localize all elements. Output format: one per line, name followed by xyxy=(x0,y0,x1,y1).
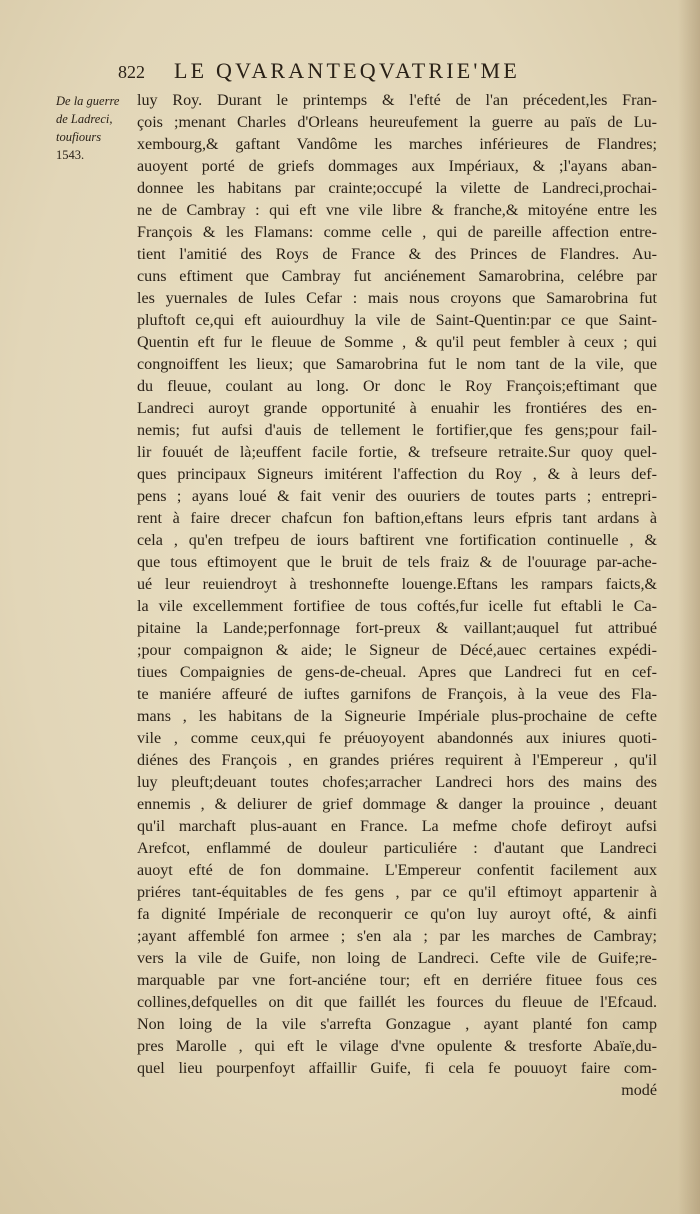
text-line: ;pour compaignon & aide; le Signeur de Décé,auec certaines expédi- xyxy=(137,642,657,659)
text-line: fa dignité Impériale de reconquerir ce qu'on luy auroyt ofté, & ainfi xyxy=(137,906,657,923)
text-line: luy pleuft;deuant toutes chofes;arracher Landreci hors des mains des xyxy=(137,774,657,791)
text-line: qu'il marchaft plus-auant en France. La mefme chofe defiroyt aufsi xyxy=(137,818,657,835)
text-line: la vile excellemment fortifiee de tous coftés,fur icelle fut eftabli le Ca- xyxy=(137,598,657,615)
text-line: pens ; ayans loué & fait venir des ouuriers de toutes parts ; entrepri- xyxy=(137,488,657,505)
page-edge-shadow xyxy=(678,0,700,1214)
text-line: cuns eftiment que Cambray fut anciénement Samarobrina, celébre par xyxy=(137,268,657,285)
text-line: Landreci auroyt grande opportunité à enuahir les frontiéres des en- xyxy=(137,400,657,417)
margin-note-year: 1543. xyxy=(56,148,85,162)
text-line: les yuernales de Iules Cefar : mais nous croyons que Samarobrina fut xyxy=(137,290,657,307)
text-line: te maniére affeuré de iuftes garnifons de François, à la veue des Fla- xyxy=(137,686,657,703)
text-line: ué leur reuiendroyt à treshonnefte louenge.Eftans les rampars faicts,& xyxy=(137,576,657,593)
text-line: collines,defquelles on dit que faillét les fources du fleuue de l'Efcaud. xyxy=(137,994,657,1011)
text-line: Arefcot, enflammé de douleur particuliére : d'autant que Landreci xyxy=(137,840,657,857)
text-line: lir fouuét de là;euffent facile fortie, & trefseure retraite.Sur quoy quel- xyxy=(137,444,657,461)
text-line: auoyent porté de griefs dommages aux Impériaux, & ;l'ayans aban- xyxy=(137,158,657,175)
text-line: pres Marolle , qui eft le vilage d'vne opulente & tresforte Abaïe,du- xyxy=(137,1038,657,1055)
text-line: ques principaux Signeurs imitérent l'affection du Roy , & à leurs def- xyxy=(137,466,657,483)
text-line: ennemis , & deliurer de grief dommage & danger la prouince , deuant xyxy=(137,796,657,813)
text-line: vers la vile de Guife, non loing de Landreci. Cefte vile de Guife;re- xyxy=(137,950,657,967)
text-line: priéres tant-équitables de fes gens , par ce qu'il eftimoyt appartenir à xyxy=(137,884,657,901)
text-line: rent à faire drecer chafcun fon baftion,eftans leurs efpris tant ardans à xyxy=(137,510,657,527)
page-number: 822 xyxy=(118,62,145,82)
text-line: xembourg,& gaftant Vandôme les marches inférieures de Flandres; xyxy=(137,136,657,153)
margin-note-line: toufiours xyxy=(56,130,102,144)
text-line: nemis; fut aufsi d'auis de tellement le fortifier,que fes gens;pour fail- xyxy=(137,422,657,439)
margin-note xyxy=(56,92,126,164)
text-line: que tous eftimoyent que le bruit de tels fraiz & de l'ouurage par-ache- xyxy=(137,554,657,571)
running-title: LE QVARANTEQVATRIE'ME xyxy=(174,58,520,83)
text-line: marquable par vne fort-anciéne tour; eft en derriére fituee fous ces xyxy=(137,972,657,989)
text-line: pitaine la Lande;perfonnage fort-preux & vaillant;auquel fut attribué xyxy=(137,620,657,637)
text-line: auoyt efté de fon dommaine. L'Empereur confentit facilement aux xyxy=(137,862,657,879)
margin-note-line: De la guerre xyxy=(56,94,120,108)
text-line: vile , comme ceux,qui fe préuoyoyent abandonnés aux iniures quoti- xyxy=(137,730,657,747)
text-line: quel lieu pourpenfoyt affaillir Guife, fi cela fe pouuoyt faire com- xyxy=(137,1060,657,1077)
text-line: modé xyxy=(621,1082,657,1099)
text-line: François & les Flamans: comme celle , qui de pareille affection entre- xyxy=(137,224,657,241)
body-text xyxy=(137,90,657,1102)
text-line: Quentin eft fur le fleuue de Somme , & qu'il peut fembler à ceux ; qui xyxy=(137,334,657,351)
text-line: du fleuue, coulant au long. Or donc le Roy François;eftimant que xyxy=(137,378,657,395)
text-line: luy Roy. Durant le printemps & l'efté de l'an précedent,les Fran- xyxy=(137,92,657,109)
text-line: diénes des François , en grandes priéres requirent à l'Empereur , qu'il xyxy=(137,752,657,769)
margin-note-line: de Ladreci, xyxy=(56,112,113,126)
text-line: ;ayant affemblé fon armee ; s'en ala ; par les marches de Cambray; xyxy=(137,928,657,945)
text-line: mans , les habitans de la Signeurie Impériale plus-prochaine de cefte xyxy=(137,708,657,725)
text-line: tiues Compaignies de gens-de-cheual. Apres que Landreci fut en cef- xyxy=(137,664,657,681)
text-line: tient l'amitié des Roys de France & des Princes de Flandres. Au- xyxy=(137,246,657,263)
text-line: donnee les habitans par crainte;occupé la vilette de Landreci,prochai- xyxy=(137,180,657,197)
text-line: Non loing de la vile s'arrefta Gonzague , ayant planté fon camp xyxy=(137,1016,657,1033)
text-line: çois ;menant Charles d'Orleans heureufement la guerre au païs de Lu- xyxy=(137,114,657,131)
text-line: pluftoft ce,qui eft auiourdhuy la vile de Saint-Quentin:par ce que Saint- xyxy=(137,312,657,329)
text-line: ne de Cambray : qui eft vne vile libre & franche,& mitoyéne entre les xyxy=(137,202,657,219)
text-line: congnoiffent les lieux; que Samarobrina fut le nom tant de la vile, que xyxy=(137,356,657,373)
text-line: cela , qu'en trefpeu de iours baftirent vne fortification continuelle , & xyxy=(137,532,657,549)
page-header xyxy=(118,58,618,86)
